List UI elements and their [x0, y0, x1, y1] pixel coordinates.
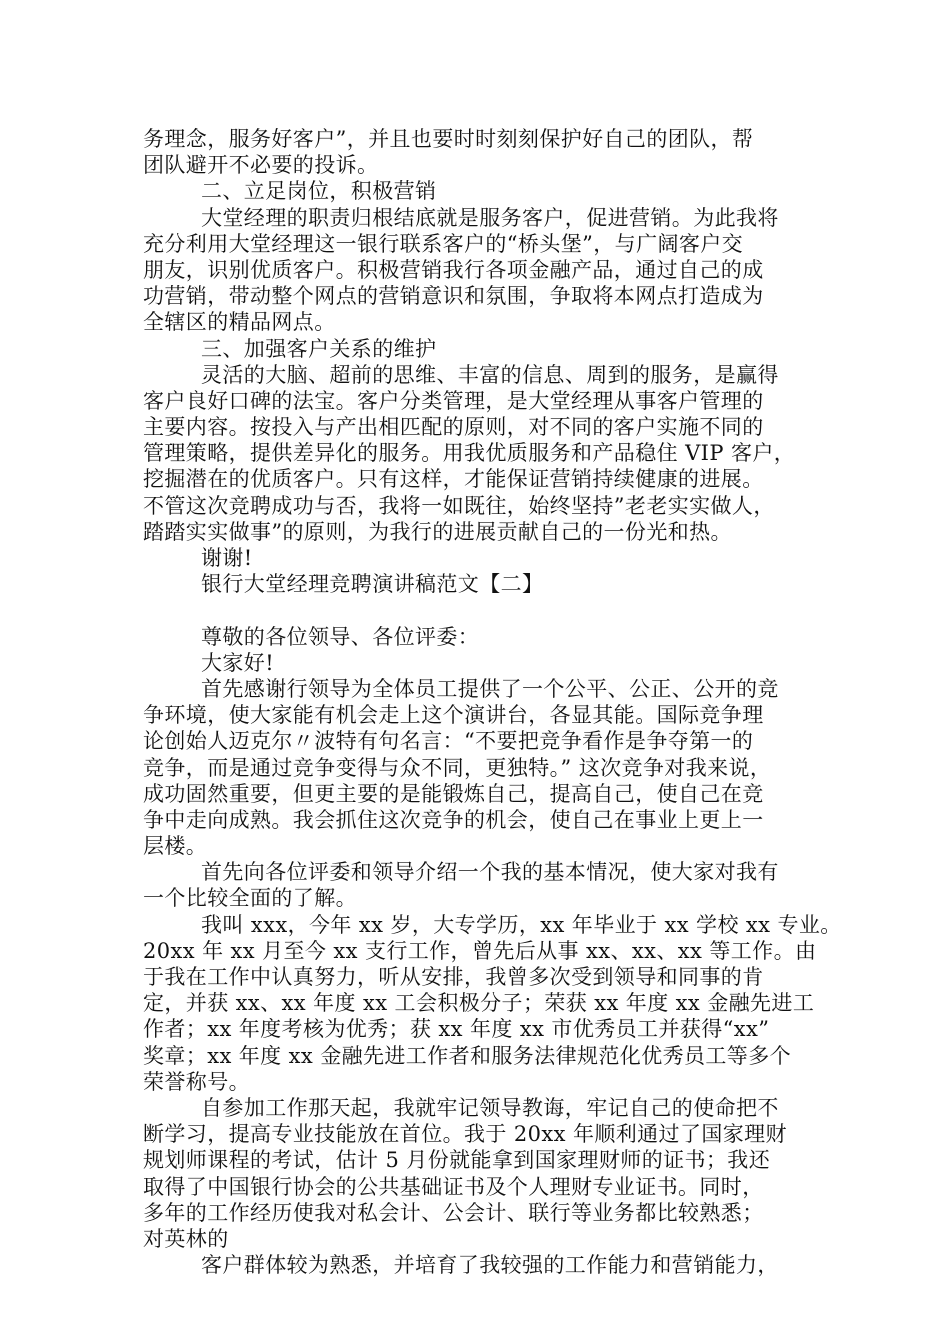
text-line: 不管这次竞聘成功与否，我将一如既往，始终坚持”老老实实做人，: [143, 493, 775, 518]
document-page: [143, 126, 842, 1278]
text-line: 主要内容。按投入与产出相匹配的原则，对不同的客户实施不同的: [143, 415, 764, 440]
text-line: 客户良好口碑的法宝。客户分类管理，是大堂经理从事客户管理的: [143, 388, 764, 413]
text-line: 管理策略，提供差异化的服务。用我优质服务和产品稳住 VIP 客户，: [143, 441, 796, 466]
text-line: 客户群体较为熟悉，并培育了我较强的工作能力和营销能力，: [201, 1253, 779, 1278]
text-line: 大堂经理的职责归根结底就是服务客户，促进营销。为此我将: [201, 205, 779, 230]
text-line: 尊敬的各位领导、各位评委：: [201, 624, 480, 649]
text-line: 于我在工作中认真努力，听从安排，我曾多次受到领导和同事的肯: [143, 965, 764, 989]
text-line: 朋友，识别优质客户。积极营销我行各项金融产品，通过自己的成: [143, 257, 764, 282]
text-line: 一个比较全面的了解。: [143, 886, 357, 911]
text-line: 荣誉称号。: [143, 1069, 250, 1094]
text-line: 我叫 xxx，今年 xx 岁，大专学历，xx 年毕业于 xx 学校 xx 专业。: [201, 912, 842, 937]
text-line: 奖章；xx 年度 xx 金融先进工作者和服务法律规范化优秀员工等多个: [143, 1043, 791, 1068]
text-line: 务理念，服务好客户”，并且也要时时刻刻保护好自己的团队，帮: [143, 127, 754, 151]
text-line: 取得了中国银行协会的公共基础证书及个人理财专业证书。同时，: [143, 1174, 764, 1199]
text-line: 作者；xx 年度考核为优秀；获 xx 年度 xx 市优秀员工并获得“xx”: [143, 1017, 770, 1042]
text-line: 功营销，带动整个网点的营销意识和氛围，争取将本网点打造成为: [143, 284, 764, 309]
text-line: 竞争，而是通过竞争变得与众不同，更独特。” 这次竞争对我来说，: [143, 755, 772, 780]
text-line: 挖掘潜在的优质客户。只有这样，才能保证营销持续健康的进展。: [143, 467, 764, 492]
text-line: 三、加强客户关系的维护: [201, 336, 437, 361]
text-line: 自参加工作那天起，我就牢记领导教诲，牢记自己的使命把不: [201, 1095, 779, 1120]
text-line: 谢谢!: [201, 546, 253, 570]
text-line: 对英林的: [143, 1226, 229, 1251]
text-line: 首先感谢行领导为全体员工提供了一个公平、公正、公开的竞: [201, 676, 779, 701]
text-line: 争中走向成熟。我会抓住这次竞争的机会，使自己在事业上更上一: [143, 807, 764, 832]
text-line: 20xx 年 xx 月至今 xx 支行工作，曾先后从事 xx、xx、xx 等工作。由: [143, 938, 817, 963]
text-line: 团队避开不必要的投诉。: [143, 153, 379, 178]
text-line: 首先向各位评委和领导介绍一个我的基本情况，使大家对我有: [201, 860, 779, 885]
text-line: 断学习，提高专业技能放在首位。我于 20xx 年顺利通过了国家理财: [143, 1122, 787, 1147]
text-line: 论创始人迈克尔〃波特有句名言：“不要把竞争看作是争夺第一的: [143, 729, 754, 754]
text-line: 争环境，使大家能有机会走上这个演讲台，各显其能。国际竞争理: [143, 703, 764, 728]
text-line: 层楼。: [143, 834, 208, 859]
text-line: 多年的工作经历使我对私会计、公会计、联行等业务都比较熟悉；: [143, 1200, 764, 1225]
text-line: 二、立足岗位，积极营销: [201, 179, 437, 204]
text-line: 规划师课程的考试，估计 5 月份就能拿到国家理财师的证书；我还: [143, 1148, 771, 1173]
text-line: 定，并获 xx、xx 年度 xx 工会积极分子；荣获 xx 年度 xx 金融先进工: [143, 991, 815, 1016]
text-line: 灵活的大脑、超前的思维、丰富的信息、周到的服务，是赢得: [201, 362, 779, 387]
text-line: 踏踏实实做事”的原则，为我行的进展贡献自己的一份光和热。: [143, 519, 732, 544]
blank-line: [143, 597, 833, 623]
text-line: 成功固然重要，但更主要的是能锻炼自己，提高自己，使自己在竞: [143, 781, 764, 806]
text-line: 充分利用大堂经理这一银行联系客户的“桥头堡”，与广阔客户交: [143, 231, 744, 256]
text-line: 银行大堂经理竞聘演讲稿范文【二】: [201, 572, 544, 597]
text-line: 大家好!: [201, 650, 275, 675]
text-line: 全辖区的精品网点。: [143, 310, 336, 335]
